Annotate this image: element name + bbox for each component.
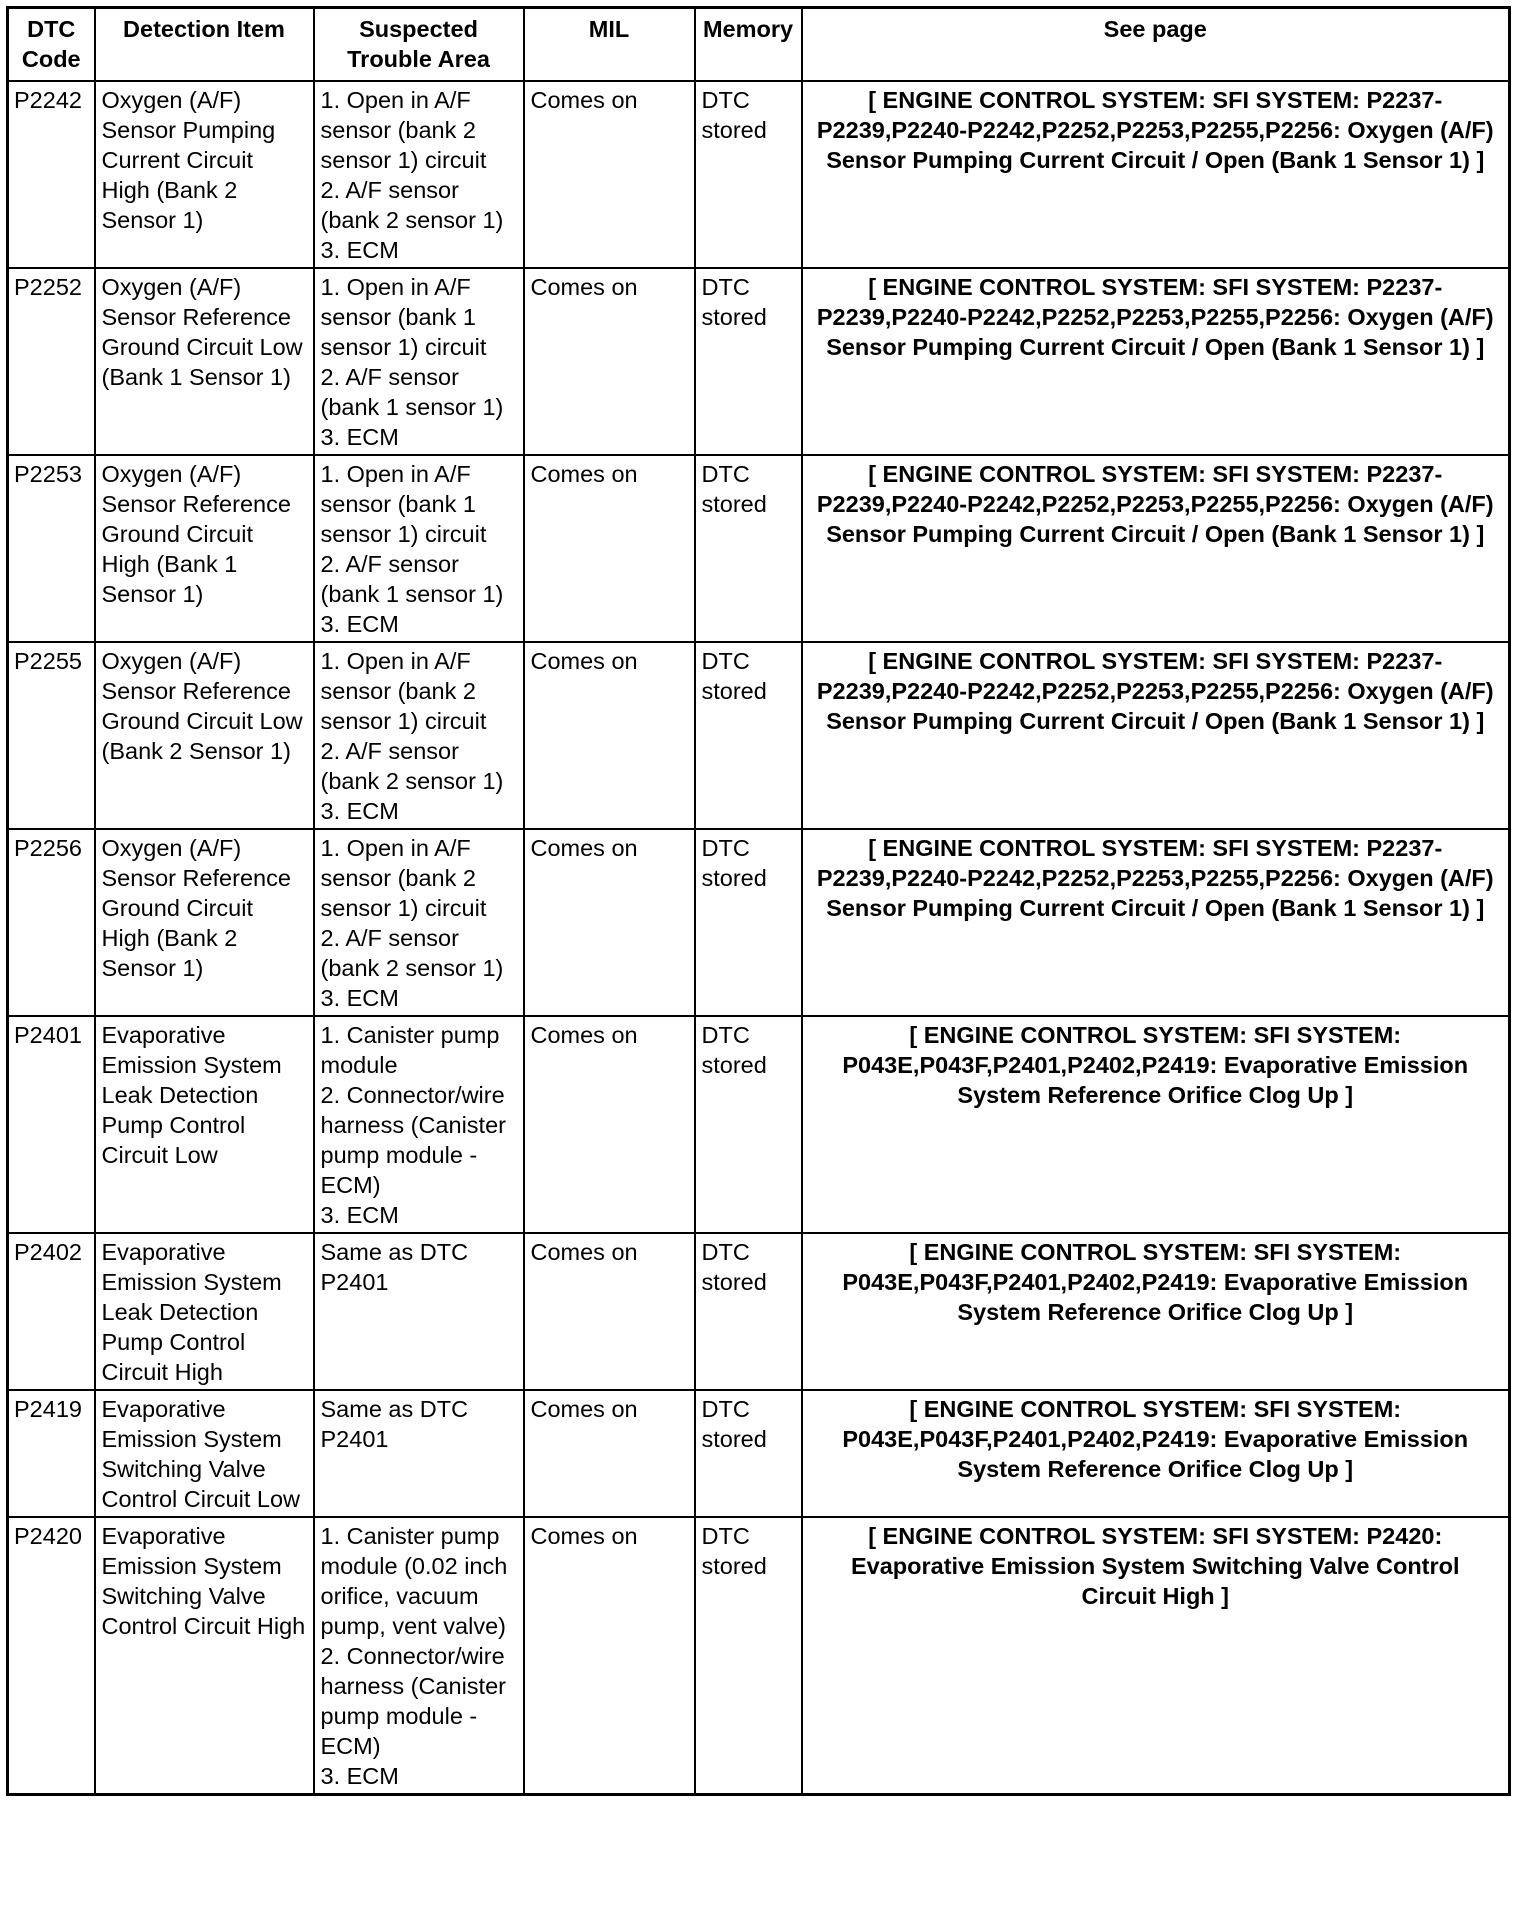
header-dtc-code: DTC Code <box>8 8 95 82</box>
table-row <box>8 455 1510 642</box>
table-row <box>8 1233 1510 1390</box>
header-mil: MIL <box>524 8 695 82</box>
dtc-code-cell: P2252 <box>8 268 95 455</box>
mil-cell: Comes on <box>524 829 695 1016</box>
detection-item-cell: Oxygen (A/F) Sensor Reference Ground Circuit Low (Bank 1 Sensor 1) <box>95 268 314 455</box>
see-page-link[interactable]: [ ENGINE CONTROL SYSTEM: SFI SYSTEM: P043E,P043F,P2401,P2402,P2419: Evaporative Emission System Reference Orifice Clog Up ] <box>802 1390 1510 1517</box>
table-row <box>8 1016 1510 1233</box>
detection-item-cell: Evaporative Emission System Leak Detection Pump Control Circuit High <box>95 1233 314 1390</box>
dtc-code-cell: P2419 <box>8 1390 95 1517</box>
header-detection-item: Detection Item <box>95 8 314 82</box>
dtc-code-cell: P2253 <box>8 455 95 642</box>
trouble-area-cell: 1. Open in A/F sensor (bank 2 sensor 1) circuit 2. A/F sensor (bank 2 sensor 1) 3. ECM <box>314 81 524 268</box>
dtc-table <box>6 6 1511 1796</box>
detection-item-cell: Oxygen (A/F) Sensor Reference Ground Circuit Low (Bank 2 Sensor 1) <box>95 642 314 829</box>
see-page-link[interactable]: [ ENGINE CONTROL SYSTEM: SFI SYSTEM: P2237-P2239,P2240-P2242,P2252,P2253,P2255,P2256: Oxygen (A/F) Sensor Pumping Current Circuit / Open (Bank 1 Sensor 1) ] <box>802 642 1510 829</box>
mil-cell: Comes on <box>524 1233 695 1390</box>
header-memory: Memory <box>695 8 802 82</box>
memory-cell: DTC stored <box>695 1517 802 1795</box>
detection-item-cell: Oxygen (A/F) Sensor Pumping Current Circuit High (Bank 2 Sensor 1) <box>95 81 314 268</box>
trouble-area-cell: Same as DTC P2401 <box>314 1233 524 1390</box>
trouble-area-cell: 1. Open in A/F sensor (bank 1 sensor 1) circuit 2. A/F sensor (bank 1 sensor 1) 3. ECM <box>314 268 524 455</box>
memory-cell: DTC stored <box>695 1233 802 1390</box>
table-row <box>8 1390 1510 1517</box>
trouble-area-cell: 1. Open in A/F sensor (bank 2 sensor 1) circuit 2. A/F sensor (bank 2 sensor 1) 3. ECM <box>314 642 524 829</box>
header-suspected-trouble-area: Suspected Trouble Area <box>314 8 524 82</box>
dtc-code-cell: P2256 <box>8 829 95 1016</box>
table-row <box>8 268 1510 455</box>
dtc-code-cell: P2401 <box>8 1016 95 1233</box>
mil-cell: Comes on <box>524 1016 695 1233</box>
memory-cell: DTC stored <box>695 268 802 455</box>
mil-cell: Comes on <box>524 268 695 455</box>
trouble-area-cell: 1. Canister pump module (0.02 inch orifice, vacuum pump, vent valve) 2. Connector/wire harness (Canister pump module - ECM) 3. ECM <box>314 1517 524 1795</box>
dtc-code-cell: P2255 <box>8 642 95 829</box>
mil-cell: Comes on <box>524 1390 695 1517</box>
mil-cell: Comes on <box>524 455 695 642</box>
detection-item-cell: Oxygen (A/F) Sensor Reference Ground Circuit High (Bank 2 Sensor 1) <box>95 829 314 1016</box>
trouble-area-cell: 1. Canister pump module 2. Connector/wire harness (Canister pump module - ECM) 3. ECM <box>314 1016 524 1233</box>
see-page-link[interactable]: [ ENGINE CONTROL SYSTEM: SFI SYSTEM: P2237-P2239,P2240-P2242,P2252,P2253,P2255,P2256: Oxygen (A/F) Sensor Pumping Current Circuit / Open (Bank 1 Sensor 1) ] <box>802 268 1510 455</box>
dtc-code-cell: P2402 <box>8 1233 95 1390</box>
table-row <box>8 829 1510 1016</box>
see-page-link[interactable]: [ ENGINE CONTROL SYSTEM: SFI SYSTEM: P2237-P2239,P2240-P2242,P2252,P2253,P2255,P2256: Oxygen (A/F) Sensor Pumping Current Circuit / Open (Bank 1 Sensor 1) ] <box>802 81 1510 268</box>
header-see-page: See page <box>802 8 1510 82</box>
memory-cell: DTC stored <box>695 829 802 1016</box>
detection-item-cell: Oxygen (A/F) Sensor Reference Ground Circuit High (Bank 1 Sensor 1) <box>95 455 314 642</box>
detection-item-cell: Evaporative Emission System Switching Valve Control Circuit Low <box>95 1390 314 1517</box>
detection-item-cell: Evaporative Emission System Leak Detection Pump Control Circuit Low <box>95 1016 314 1233</box>
table-row <box>8 1517 1510 1795</box>
detection-item-cell: Evaporative Emission System Switching Valve Control Circuit High <box>95 1517 314 1795</box>
memory-cell: DTC stored <box>695 1016 802 1233</box>
memory-cell: DTC stored <box>695 455 802 642</box>
mil-cell: Comes on <box>524 81 695 268</box>
memory-cell: DTC stored <box>695 642 802 829</box>
trouble-area-cell: 1. Open in A/F sensor (bank 1 sensor 1) circuit 2. A/F sensor (bank 1 sensor 1) 3. ECM <box>314 455 524 642</box>
trouble-area-cell: Same as DTC P2401 <box>314 1390 524 1517</box>
memory-cell: DTC stored <box>695 81 802 268</box>
see-page-link[interactable]: [ ENGINE CONTROL SYSTEM: SFI SYSTEM: P043E,P043F,P2401,P2402,P2419: Evaporative Emission System Reference Orifice Clog Up ] <box>802 1233 1510 1390</box>
trouble-area-cell: 1. Open in A/F sensor (bank 2 sensor 1) circuit 2. A/F sensor (bank 2 sensor 1) 3. ECM <box>314 829 524 1016</box>
table-row <box>8 81 1510 268</box>
table-header-row <box>8 8 1510 82</box>
see-page-link[interactable]: [ ENGINE CONTROL SYSTEM: SFI SYSTEM: P043E,P043F,P2401,P2402,P2419: Evaporative Emission System Reference Orifice Clog Up ] <box>802 1016 1510 1233</box>
see-page-link[interactable]: [ ENGINE CONTROL SYSTEM: SFI SYSTEM: P2237-P2239,P2240-P2242,P2252,P2253,P2255,P2256: Oxygen (A/F) Sensor Pumping Current Circuit / Open (Bank 1 Sensor 1) ] <box>802 829 1510 1016</box>
table-row <box>8 642 1510 829</box>
mil-cell: Comes on <box>524 1517 695 1795</box>
mil-cell: Comes on <box>524 642 695 829</box>
dtc-code-cell: P2420 <box>8 1517 95 1795</box>
memory-cell: DTC stored <box>695 1390 802 1517</box>
see-page-link[interactable]: [ ENGINE CONTROL SYSTEM: SFI SYSTEM: P2237-P2239,P2240-P2242,P2252,P2253,P2255,P2256: Oxygen (A/F) Sensor Pumping Current Circuit / Open (Bank 1 Sensor 1) ] <box>802 455 1510 642</box>
see-page-link[interactable]: [ ENGINE CONTROL SYSTEM: SFI SYSTEM: P2420: Evaporative Emission System Switching Valve Control Circuit High ] <box>802 1517 1510 1795</box>
dtc-code-cell: P2242 <box>8 81 95 268</box>
